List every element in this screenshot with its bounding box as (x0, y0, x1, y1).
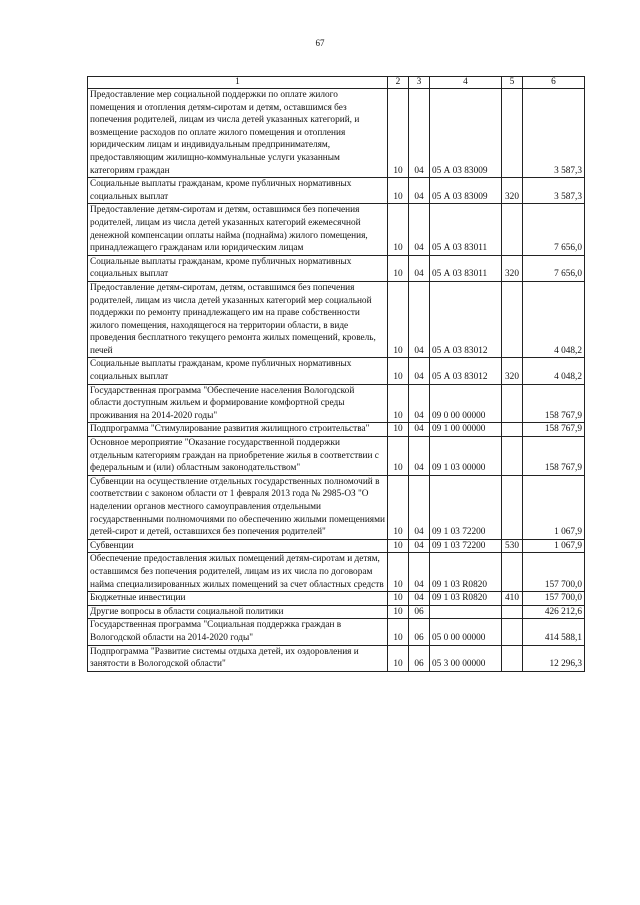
row-amount: 4 048,2 (523, 281, 585, 358)
row-subsection-code: 04 (409, 539, 430, 553)
header-col-3: 3 (409, 77, 430, 89)
header-col-4: 4 (430, 77, 502, 89)
row-amount: 158 767,9 (523, 437, 585, 476)
row-amount: 7 656,0 (523, 204, 585, 255)
header-col-1: 1 (88, 77, 388, 89)
row-name: Предоставление мер социальной поддержки по оплате жилого помещения и отопления детям-сиротам и детям, оставшимся без попечения родителей, лицам из числа детей указанных категорий, и возмещение расходов по оплате жилого помещения и отопления юридическим лицам и индивидуальным предпринимателям, предоставляющим жилищно-коммунальные услуги указанным категориям граждан (88, 89, 388, 178)
row-amount: 158 767,9 (523, 423, 585, 437)
table-row (88, 281, 585, 358)
table-row (88, 384, 585, 423)
row-subsection-code: 04 (409, 384, 430, 423)
row-amount: 414 588,1 (523, 619, 585, 645)
row-expense-type-code (502, 437, 523, 476)
row-target-code: 05 А 03 83009 (430, 178, 502, 204)
row-name: Субвенции (88, 539, 388, 553)
row-expense-type-code: 320 (502, 358, 523, 384)
row-expense-type-code (502, 423, 523, 437)
row-subsection-code: 06 (409, 645, 430, 671)
row-expense-type-code (502, 384, 523, 423)
table-row (88, 178, 585, 204)
row-amount: 4 048,2 (523, 358, 585, 384)
row-expense-type-code: 410 (502, 592, 523, 606)
row-section-code: 10 (388, 539, 409, 553)
row-target-code: 09 1 00 00000 (430, 423, 502, 437)
row-subsection-code: 04 (409, 255, 430, 281)
row-amount: 7 656,0 (523, 255, 585, 281)
row-target-code: 09 1 03 R0820 (430, 592, 502, 606)
table-row (88, 423, 585, 437)
row-section-code: 10 (388, 437, 409, 476)
row-amount: 12 296,3 (523, 645, 585, 671)
row-target-code: 09 0 00 00000 (430, 384, 502, 423)
row-subsection-code: 04 (409, 89, 430, 178)
row-subsection-code: 04 (409, 475, 430, 539)
table-body (88, 89, 585, 672)
table-row (88, 437, 585, 476)
row-expense-type-code (502, 553, 523, 592)
row-name: Обеспечение предоставления жилых помещений детям-сиротам и детям, оставшимся без попечения родителей, лицам из их числа по договорам найма специализированных жилых помещений за счет областных средств (88, 553, 388, 592)
table-row (88, 89, 585, 178)
row-section-code: 10 (388, 358, 409, 384)
row-target-code: 05 А 03 83011 (430, 255, 502, 281)
row-section-code: 10 (388, 423, 409, 437)
row-section-code: 10 (388, 384, 409, 423)
row-section-code: 10 (388, 553, 409, 592)
row-target-code: 09 1 03 R0820 (430, 553, 502, 592)
row-subsection-code: 04 (409, 204, 430, 255)
row-amount: 3 587,3 (523, 89, 585, 178)
row-amount: 1 067,9 (523, 475, 585, 539)
row-subsection-code: 04 (409, 553, 430, 592)
row-target-code (430, 605, 502, 619)
row-target-code: 09 1 03 72200 (430, 539, 502, 553)
row-expense-type-code (502, 605, 523, 619)
row-section-code: 10 (388, 619, 409, 645)
row-name: Государственная программа "Социальная поддержка граждан в Вологодской области на 2014-2020 годы" (88, 619, 388, 645)
row-subsection-code: 04 (409, 178, 430, 204)
row-target-code: 05 А 03 83011 (430, 204, 502, 255)
row-expense-type-code (502, 475, 523, 539)
row-amount: 158 767,9 (523, 384, 585, 423)
row-subsection-code: 04 (409, 281, 430, 358)
row-subsection-code: 04 (409, 592, 430, 606)
row-subsection-code: 04 (409, 437, 430, 476)
table-row (88, 539, 585, 553)
header-col-2: 2 (388, 77, 409, 89)
header-row (88, 77, 585, 89)
row-target-code: 09 1 03 00000 (430, 437, 502, 476)
row-subsection-code: 06 (409, 605, 430, 619)
row-name: Социальные выплаты гражданам, кроме публичных нормативных социальных выплат (88, 178, 388, 204)
row-amount: 1 067,9 (523, 539, 585, 553)
table-row (88, 605, 585, 619)
row-name: Социальные выплаты гражданам, кроме публичных нормативных социальных выплат (88, 358, 388, 384)
row-expense-type-code (502, 281, 523, 358)
row-section-code: 10 (388, 204, 409, 255)
header-col-5: 5 (502, 77, 523, 89)
row-section-code: 10 (388, 255, 409, 281)
row-amount: 3 587,3 (523, 178, 585, 204)
row-name: Подпрограмма "Развитие системы отдыха детей, их оздоровления и занятости в Вологодской области" (88, 645, 388, 671)
row-name: Основное мероприятие "Оказание государственной поддержки отдельным категориям граждан на приобретение жилья в соответствии с федеральным и (или) областным законодательством" (88, 437, 388, 476)
budget-table (87, 76, 585, 672)
row-amount: 157 700,0 (523, 592, 585, 606)
row-target-code: 05 0 00 00000 (430, 619, 502, 645)
header-col-6: 6 (523, 77, 585, 89)
row-section-code: 10 (388, 475, 409, 539)
table-row (88, 619, 585, 645)
row-expense-type-code (502, 619, 523, 645)
row-name: Социальные выплаты гражданам, кроме публичных нормативных социальных выплат (88, 255, 388, 281)
row-expense-type-code: 320 (502, 255, 523, 281)
table-row (88, 592, 585, 606)
row-section-code: 10 (388, 178, 409, 204)
row-subsection-code: 04 (409, 423, 430, 437)
row-section-code: 10 (388, 89, 409, 178)
row-target-code: 09 1 03 72200 (430, 475, 502, 539)
row-section-code: 10 (388, 605, 409, 619)
row-name: Государственная программа "Обеспечение населения Вологодской области доступным жильем и формирование комфортной среды проживания на 2014-2020 годы" (88, 384, 388, 423)
row-name: Предоставление детям-сиротам и детям, оставшимся без попечения родителей, лицам из числа детей указанных категорий ежемесячной денежной компенсации оплаты найма (поднайма) жилого помещения, принадлежащего гражданам или юридическим лицам (88, 204, 388, 255)
table-row (88, 645, 585, 671)
row-expense-type-code (502, 89, 523, 178)
table-header (88, 77, 585, 89)
row-name: Другие вопросы в области социальной политики (88, 605, 388, 619)
page-number: 67 (315, 38, 325, 48)
row-target-code: 05 А 03 83012 (430, 281, 502, 358)
row-subsection-code: 04 (409, 358, 430, 384)
row-section-code: 10 (388, 645, 409, 671)
row-target-code: 05 3 00 00000 (430, 645, 502, 671)
row-amount: 157 700,0 (523, 553, 585, 592)
row-name: Подпрограмма "Стимулирование развития жилищного строительства" (88, 423, 388, 437)
row-expense-type-code (502, 645, 523, 671)
table-row (88, 553, 585, 592)
row-section-code: 10 (388, 592, 409, 606)
row-section-code: 10 (388, 281, 409, 358)
row-expense-type-code (502, 204, 523, 255)
table-row (88, 255, 585, 281)
row-name: Бюджетные инвестиции (88, 592, 388, 606)
table-row (88, 358, 585, 384)
row-subsection-code: 06 (409, 619, 430, 645)
table-row (88, 475, 585, 539)
row-target-code: 05 А 03 83012 (430, 358, 502, 384)
row-name: Предоставление детям-сиротам, детям, оставшимся без попечения родителей, лицам из числа детей указанных категорий мер социальной поддержки по ремонту принадлежащего им на праве собственности жилого помещения, находящегося на территории области, в виде проведения бесплатного текущего ремонта жилых помещений, кровель, печей (88, 281, 388, 358)
row-amount: 426 212,6 (523, 605, 585, 619)
row-expense-type-code: 530 (502, 539, 523, 553)
row-target-code: 05 А 03 83009 (430, 89, 502, 178)
row-name: Субвенции на осуществление отдельных государственных полномочий в соответствии с законом области от 1 февраля 2013 года № 2985-ОЗ "О наделении органов местного самоуправления отдельными государственными полномочиями по обеспечению жилыми помещениями детей-сирот и детей, оставшихся без попечения родителей" (88, 475, 388, 539)
table-row (88, 204, 585, 255)
row-expense-type-code: 320 (502, 178, 523, 204)
